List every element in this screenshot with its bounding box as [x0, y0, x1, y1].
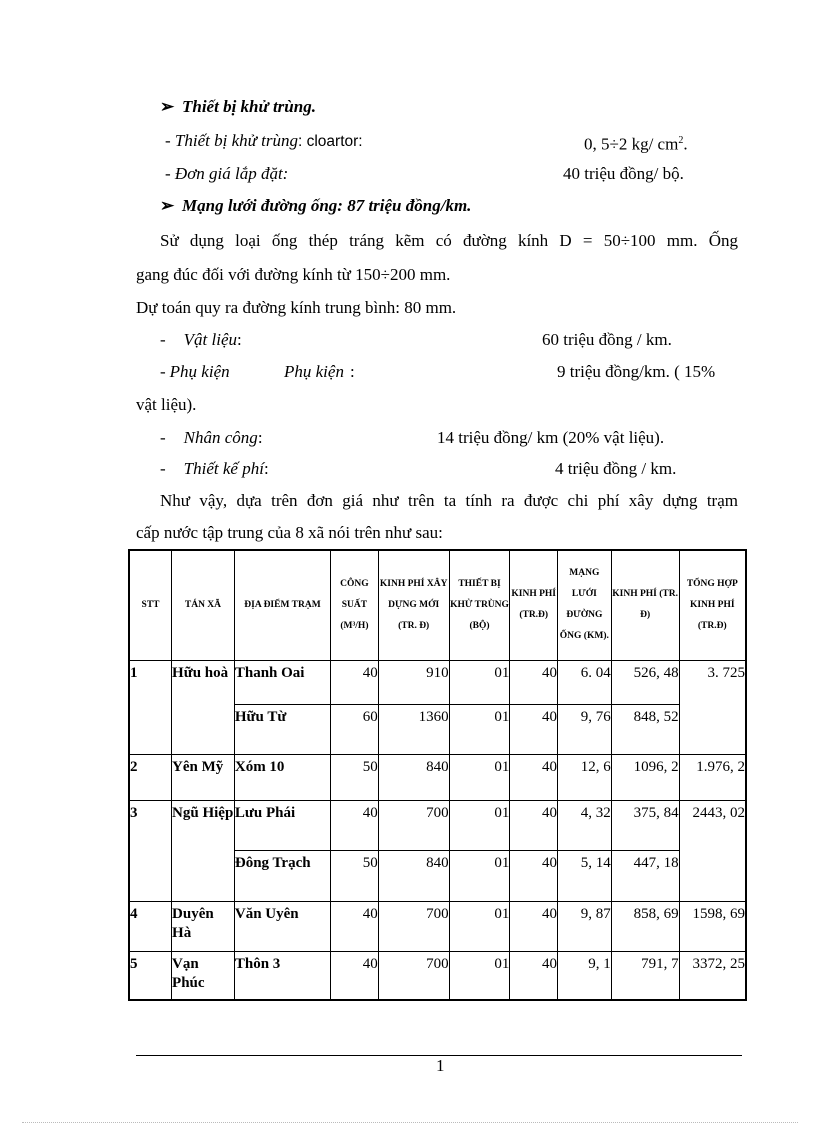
item-materials-label: - Vật liệu:: [160, 330, 242, 349]
arrow-bullet-icon: ➢: [160, 196, 175, 215]
item-accessories-label2: Phụ kiện :: [284, 362, 355, 381]
header-cost: KINH PHÍ (TR.Đ): [510, 550, 558, 660]
header-stt: STT: [129, 550, 172, 660]
disinfection-heading: ➢ Thiết bị khử trùng.: [160, 97, 316, 116]
header-build-cost: KINH PHÍ XÂY DỰNG MỚI (TR. Đ): [378, 550, 449, 660]
header-commune: TÁN XÃ: [172, 550, 235, 660]
summary-line2: cấp nước tập trung của 8 xã nói trên như sau:: [136, 523, 443, 542]
item-labor-label: - Nhân công:: [160, 428, 263, 447]
item-accessories-label: - Phụ kiện: [160, 362, 230, 381]
disinfection-device-line: - Thiết bị khử trùng: cloartor:: [165, 131, 363, 150]
summary-line1: Như vậy, dựa trên đơn giá như trên ta tính ra được chi phí xây dựng trạm: [160, 491, 738, 510]
disinfection-price-label: - Đơn giá lắp đặt:: [165, 164, 289, 183]
item-materials-value: 60 triệu đồng / km.: [542, 330, 672, 349]
disinfection-price-value: 40 triệu đồng/ bộ.: [563, 164, 684, 183]
arrow-bullet-icon: ➢: [160, 97, 175, 116]
table-row: 5 Vạn Phúc Thôn 3 40 700 01 40 9, 1 791, 7 3372, 25: [129, 951, 746, 1000]
item-accessories-cont: vật liệu).: [136, 395, 197, 414]
table-row: 2 Yên Mỹ Xóm 10 50 840 01 40 12, 6 1096, 2 1.976, 2: [129, 754, 746, 800]
header-cost2: KINH PHÍ (TR. Đ): [611, 550, 679, 660]
item-design-label: - Thiết kế phí:: [160, 459, 269, 478]
pipe-network-heading: ➢ Mạng lưới đường ống: 87 triệu đồng/km.: [160, 196, 472, 215]
table-header-row: [129, 550, 746, 660]
cost-table: [128, 549, 747, 1001]
table-row: 4 Duyên Hà Văn Uyên 40 700 01 40 9, 87 858, 69 1598, 69: [129, 901, 746, 951]
table-row: 3 Ngũ Hiệp Lưu Phái 40 700 01 40 4, 32 375, 84 2443, 02: [129, 800, 746, 850]
item-design-value: 4 triệu đồng / km.: [555, 459, 677, 478]
header-total: TỔNG HỢP KINH PHÍ (TR.Đ): [679, 550, 746, 660]
table-row: Đông Trạch 50 840 01 40 5, 14 447, 18: [129, 850, 746, 901]
pipe-para1-line2: gang đúc đối với đường kính từ 150÷200 mm.: [136, 265, 451, 284]
pipe-para1-line1: Sử dụng loại ống thép tráng kẽm có đường kính D = 50÷100 mm. Ống: [160, 231, 738, 250]
disinfection-device-value: 0, 5÷2 kg/ $cm^2$.: [584, 134, 688, 154]
header-network: MẠNG LƯỚI ĐƯỜNG ỐNG (KM).: [558, 550, 612, 660]
table-row: Hữu Từ 60 1360 01 40 9, 76 848, 52: [129, 704, 746, 754]
table-row: 1 Hữu hoà Thanh Oai 40 910 01 40 6. 04 526, 48 3. 725: [129, 660, 746, 704]
item-labor-value: 14 triệu đồng/ km (20% vật liệu).: [437, 428, 665, 447]
header-location: ĐỊA ĐIỂM TRẠM: [234, 550, 330, 660]
page-number: 1: [436, 1056, 445, 1075]
header-capacity: CÔNG SUẤT (M³/H): [331, 550, 379, 660]
item-accessories-value: 9 triệu đồng/km. ( 15%: [557, 362, 716, 381]
header-disinfect: THIẾT BỊ KHỬ TRÙNG (BỘ): [449, 550, 510, 660]
pipe-para2: Dự toán quy ra đường kính trung bình: 80 mm.: [136, 298, 457, 317]
